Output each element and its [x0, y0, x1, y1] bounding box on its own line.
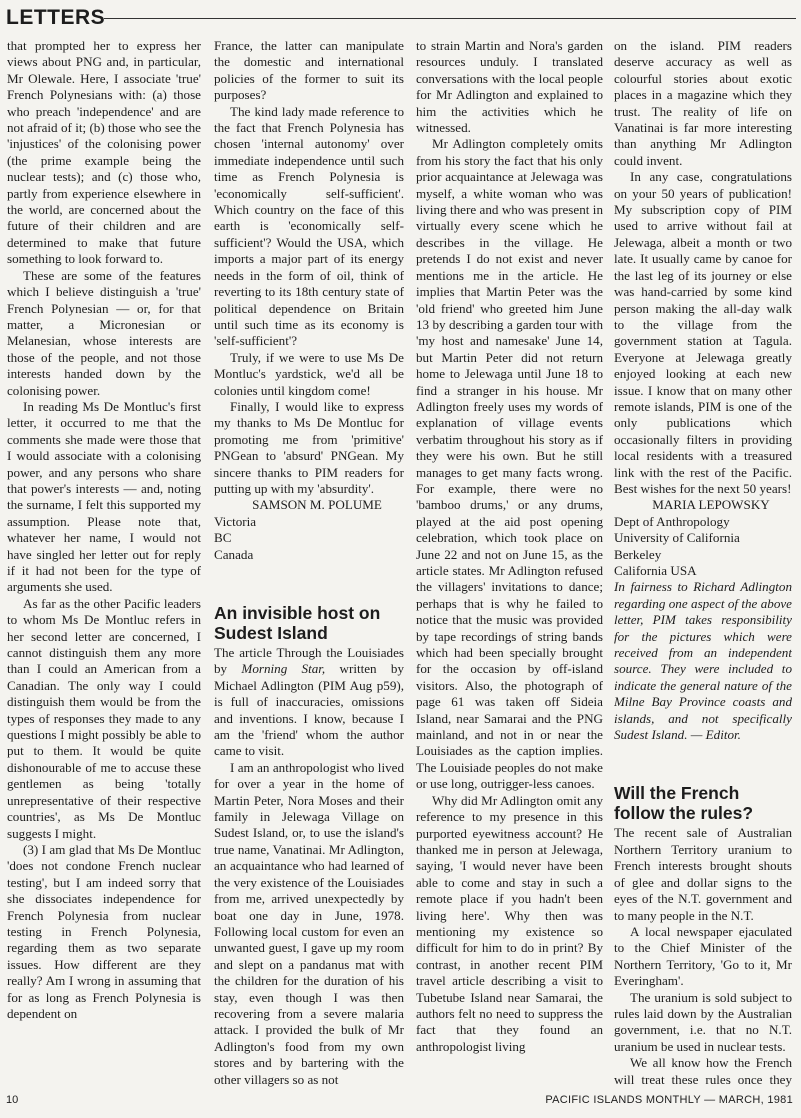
paragraph: that prompted her to express her views about PNG and, in particular, Mr Olewale. Here, I associate 'true' French Polynesians with: (a) those who preach 'independence' and are not afraid of it; (b) those who see the 'injustices' of the colonising power (the prime example being the nuclear tests); and (c) those who, partly from experience elsewhere in the world, are concerned about the future of their children and are determined to make that future something to look forward to. — [7, 38, 201, 267]
page-header — [6, 4, 796, 32]
page-footer — [6, 1094, 793, 1112]
paragraph: In reading Ms De Montluc's first letter, it occurred to me that the comments she made were those that I would associate with a colonising power, and any persons who share that power's interests — and, noting the surname, I felt this supported my assumption. Please note that, whatever her name, I would not have singled her letter out for reply if it had not been for the type of arguments she used. — [7, 398, 201, 595]
paragraph: As far as the other Pacific leaders to whom Ms De Montluc refers in her second letter are concerned, I cannot distinguish them any more than I could an American from a Canadian. The only way I could distinguish them would be from the types of responses they made to any questions I might possibly be able to put to them. It would be quite dishonourable of me to accuse these gentlemen as being 'totally unrepresentative of their respective countries', as Ms De Montluc suggests I might. — [7, 595, 201, 841]
header-rule — [104, 18, 796, 19]
paragraph: A local newspaper ejaculated to the Chief Minister of the Northern Territory, 'Go to it, Mr Everingham'. — [614, 923, 792, 989]
column-1 — [7, 38, 201, 1088]
text-run: written by Michael Adlington (PIM Aug p59), is full of inaccuracies, omissions and inventions. I know, because I am the 'friend' whom the author came to visit. — [214, 661, 404, 759]
address-line: Berkeley — [614, 546, 662, 562]
paragraph: Finally, I would like to express my thanks to Ms De Montluc for promoting me from 'primitive' PNGean to 'absurd' PNGean. My sincere thanks to PIM readers for putting up with my 'absurdity'. — [214, 398, 404, 496]
article-title: Morning Star, — [241, 661, 326, 677]
paragraph: to strain Martin and Nora's garden resources unduly. I translated conversations with the local people for Mr Adlington and explained to him the activities which he witnessed. — [416, 38, 603, 136]
address-line: Dept of Anthropology — [614, 513, 730, 529]
paragraph: Mr Adlington completely omits from his story the fact that his only prior acquaintance at Jelewaga was myself, a white woman who was living there and who was present in virtually every scene which he describes in the village. He pretends I do not exist and never mentions me in the article. He implies that Martin Peter was the 'old friend' who greeted him June 13 by describing a garden tour with 'my host and namesake' June 14, but Martin Peter did not return home to Jelewaga until June 18 to find a stranger in his house. Mr Adlington freely uses my words of explanation of village events verbatim throughout his story as if they were his own. But he still manages to get many facts wrong. For example, there were no 'bamboo drums,' or any drums, played at the aid post opening celebration, which took place on June 22 and not on June 15, as the article states. Mr Adlington refused the villagers' invitations to dance; perhaps that is why he failed to notice that the music was provided by tape recordings of string bands which had been specially brought for the occasion by off-island visitors. Also, the photograph of page 61 was taken off Sideia Island, near Samarai and the PNG mainland, and not in or near the Louisiades as the caption implies. The Louisiade peoples do not make or use long, outrigger-less canoes. — [416, 136, 603, 792]
column-3 — [416, 38, 603, 1088]
text-run: The article Through the Louisiades by — [214, 645, 404, 677]
paragraph: In any case, congratulations on your 50 years of publication! My subscription copy of PIM used to arrive without fail at Jelewaga, albeit a month or two late. It usually came by canoe for the last leg of its journey or else was hand-carried by some kind person making the all-day walk to the village from the government station at Tagula. Everyone at Jelewaga greatly enjoyed looking at each new issue. I know that on many other remote islands, PIM is one of the only publications which occasionally filters in providing local residents with a treasured link with the rest of the Pacific. Best wishes for the next 50 years! — [614, 169, 792, 496]
paragraph: These are some of the features which I believe distinguish a 'true' French Polynesian — or, for that matter, a Micronesian or Melanesian, whose interests are those of the people, and not those interests handed down by the colonising power. — [7, 267, 201, 398]
magazine-issue: PACIFIC ISLANDS MONTHLY — MARCH, 1981 — [545, 1094, 793, 1106]
signature-address — [614, 514, 792, 580]
paragraph — [214, 645, 404, 760]
address-line: California USA — [614, 563, 697, 578]
editor-note: In fairness to Richard Adlington regarding one aspect of the above letter, PIM takes responsibility for the pictures which were received from an independent source. They were included to indicate the general nature of the Milne Bay Province coasts and islands, and not specifically Sudest Island. — Editor. — [614, 579, 792, 743]
signature-name: MARIA LEPOWSKY — [652, 497, 770, 513]
address-line: Victoria — [214, 513, 257, 529]
signature-address — [214, 514, 404, 563]
address-line: University of California — [614, 530, 740, 546]
column-2 — [214, 38, 404, 1088]
section-title: LETTERS — [6, 6, 106, 29]
paragraph: Why did Mr Adlington omit any reference to my presence in this purported eyewitness account? He thanked me in person at Jelewaga, saying, 'I would never have been able to come and stay in such a remote place if you hadn't been living here'. Why then was mentioning my existence so difficult for him to do in print? By contrast, in another recent PIM travel article describing a visit to Tubetube Island near Samarai, the authors felt no need to suppress the fact that they found an anthropologist living — [416, 792, 603, 1054]
paragraph: Truly, if we were to use Ms De Montluc's yardstick, we'd all be colonies until kingdom come! — [214, 349, 404, 398]
address-line: BC — [214, 530, 232, 546]
paragraph: The uranium is sold subject to rules laid down by the Australian government, i.e. that no N.T. uranium be used in nuclear tests. — [614, 989, 792, 1054]
paragraph: The recent sale of Australian Northern Territory uranium to French interests brought shouts of glee and dollar signs to the eyes of the N.T. government and to many people in the N.T. — [614, 825, 792, 923]
letter-headline: Will the French follow the rules? — [614, 783, 754, 824]
paragraph: The kind lady made reference to the fact that French Polynesia has chosen 'internal autonomy' over immediate independence until such time as French Polynesia is 'economically self-sufficient'. Which country on the face of this earth is 'economically self-sufficient'? Would the USA, which imports a major part of its energy needs in the form of oil, think of reverting to its 18th century state of political dependence on Britain until such time as its economy is 'self-sufficient'? — [214, 103, 404, 349]
paragraph: I am an anthropologist who lived for over a year in the home of Martin Peter, Nora Moses and their family in Jelewaga Village on Sudest Island, or, to use the island's true name, Vanatinai. Mr Adlington, an acquaintance who had learned of the very existence of the Louisiades from me, arrived unexpectedly by boat one day in June, 1978. Following local custom for even an unwanted guest, I gave up my room and slept on a pandanus mat with the children for the duration of his stay, even though I was then recovering from a severe malaria attack. I provided the bulk of Mr Adlington's food from my own stores and by bartering with the other villagers so as not — [214, 759, 404, 1087]
paragraph: France, the latter can manipulate the domestic and international policies of the former to suit its purposes? — [214, 38, 404, 103]
paragraph: We all know how the French will treat these rules once they — [614, 1055, 792, 1087]
page-number: 10 — [6, 1094, 19, 1106]
address-line: Canada — [214, 546, 254, 562]
signature-name: SAMSON M. POLUME — [252, 497, 382, 513]
column-4 — [614, 38, 792, 1088]
paragraph: on the island. PIM readers deserve accuracy as well as colourful stories about exotic places in a magazine which they trust. The reality of life on Vanatinai is far more interesting than anything Mr Adlington could invent. — [614, 38, 792, 168]
paragraph: (3) I am glad that Ms De Montluc 'does not condone French nuclear testing', but I am indeed sorry that she dissociates independence for French Polynesia from nuclear testing in French Polynesia, regarding them as two separate issues. How different are they really? Am I wrong in assuming that for as long as French Polynesia is dependent on — [7, 841, 201, 1021]
letter-headline: An invisible host on Sudest Island — [214, 603, 381, 643]
